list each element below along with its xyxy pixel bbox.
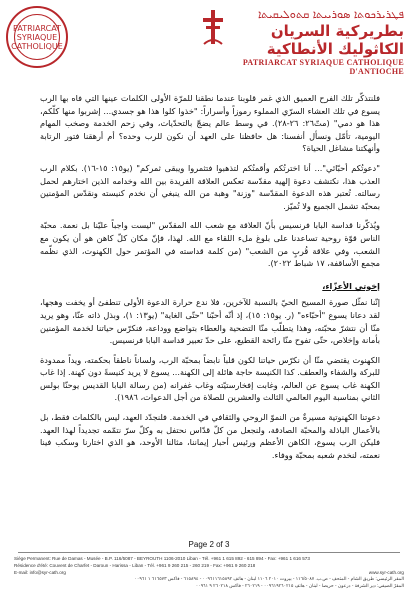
footer-row-5	[14, 583, 404, 590]
footer-row-4	[14, 576, 404, 583]
footer-website[interactable]: www.syr-cath.org	[368, 569, 404, 575]
letter-body	[40, 92, 380, 468]
footer-address-french: Siège Permanent: Rue de Damas - Musée - B.P. 116/5087 - BEYROUTH 1106-2010 Liban - Tél. +961 1 615 892 - 615 894 - Fax: +961 1 616 573	[14, 556, 310, 561]
footer-row-1	[14, 556, 404, 563]
footer-summer-residence-french: Résidence d'été: Couvent de Charfet - Daroun - Harissa - Liban - Tél. +961 9 260 215 - 260 219 - Fax: +961 9 260 218	[14, 562, 256, 568]
title-french: PATRIARCAT SYRIAQUE CATHOLIQUE D'ANTIOCHE	[242, 58, 404, 76]
letter-footer	[14, 556, 404, 590]
footer-email[interactable]: E-mail: info@syr-cath.org	[14, 569, 66, 575]
footer-row-3	[14, 570, 404, 577]
body-paragraph-2: "دعوتُكم أحبّائي"... أنا اخترتُكم وأقمتُكم لتذهبوا فتثمروا ويبقى ثمركم" (يو١٥: ١٥-١٦). بكلام الرب العذب هذا، نكتشف دعوة إلهية مقدّسة تعكس العلاقة الفريدة بين الله وخدامه الذين اختارهم لحمل رسالته. تُعتبر هذه الدعوة المقدّسة "وزنة" وهبة من الله ينبغي أن نخدم كنيسته ونقدّس المؤمنين بمحبّة تشمل الجميع ولا تُميّز.	[40, 162, 380, 211]
title-syriac: ܦܛܪܝܪܟܘܬܐ ܣܘܪܝܝܬܐ ܩܬܘܠܝܩܝܬܐ	[258, 8, 404, 21]
footer-address-arabic: المقر الرئيسي: طريق الشام - المتحف - ص.ب. ١١٦/٥٠٨٧ - بيروت ٢٠١٠ ١١٠٦ لبنان - هاتف ٠٠٩٦١١٦١٥٨٩٢ - ٦١٥٨٩٤ - فاكس ٦١٦٥٧٣ ١ ٠٠٩٦١	[134, 576, 404, 582]
footer-summer-residence-arabic: المقرّ الصيفي: دير الشرفة - درعون - حريصا - لبنان - هاتف ٠٠٩٦١٩٢٦٠٢١٥ - ٢٦٠٢١٩ - فاكس ٢٦٠٢١٨ ٩ ٠٠٩٦١	[195, 583, 404, 589]
body-paragraph-3: ويُذكّرنا قداسة البابا فرنسيس بأنّ العلاقة مع شعب الله المقدّس "ليست واجباً عليّنا بل نعمة. محبّة الناس قوّة روحية تساعدنا على بلوغ ملء اللقاء مع الله. لهذا، فإنّ مكان كلّ كاهن هو أن يكون مع الشعب، وفي علاقة قُربٍ من الشعب" (من كلمة قداسته في المؤتمر حول الكهنوت، الذي نظّمه مجمع الأساقفة، ١٧ شباط ٢٠٢٢).	[40, 220, 380, 269]
page-number: Page 2 of 3	[188, 540, 230, 549]
body-paragraph-6: دعوتنا الكهنوتية مسيرةٌ من النموّ الروحي والثقافي في الخدمة. فلنجدّد العهد، ليس بالكلمات فقط، بل بالأعمال الباذلة والمحبّة الصادقة، ولنجعل من كلّ قدّاس نحتفل به وكلّ سرّ نتمّمه تجديداً لهذا العهد. فليكن الرب يسوع، الكاهن الأعظم ورئيس أحبار إيماننا، مثالنا الأوحد، هو الذي اختارنا وسكب فينا نعمته، لنخدم شعبه بمحبّة ووفاء.	[40, 412, 380, 460]
letterhead	[0, 0, 418, 80]
patriarchate-seal	[6, 6, 68, 68]
body-paragraph-4: إنّنا نمثّل صورة المسيح الحيّ بالنسبة للآخرين، فلا ندع حرارة الدعوة الأولى تنطفئ أو يخفت وهجها، لقد دعانا يسوع "أحبّاءه" (ر. يو١٥: ١٥)، إذ أنّه أحبّنا "حتّى الغاية" (يو١٣: ١)، وبذل ذاته عنّا، وهو يريد منّا أن نتشرّ محبّته، وهذا يتطلّب منّا التضحية والعطاء بتواضع ووداعة، فنكرّس حياتنا لخدمة المؤمنين بأمانة وإخلاص، حتّى تفوح منّا رائحة القطيع، على حدّ تعبير قداسة البابا فرنسيس.	[40, 297, 380, 346]
patriarchate-title	[214, 8, 404, 76]
body-paragraph-5: الكهنوت يقتضي منّا أن نكرّس حياتنا لكون قلباً نابضاً بمحبّة الرب، ولساناً ناطقاً بحكمته، ويداً ممدودة للبركة والشفاء والعطف. كذا الكنيسة حاجة هائلة إلى الكهنة... يسوع لا يريد كنيسةً دون كهنة. إذا غاب الكهنة غاب يسوع عن العالم، وغابت إفخارستيّته وغاب غفرانه (من رسالة البابا القديس يوحنّا بولس الثاني بمناسبة اليوم العالمي الثالث والعشرين للصلاة من أجل الدعوات، ١٩٨٦).	[40, 354, 380, 403]
footer-divider	[18, 552, 400, 553]
seal-inner-ring	[11, 14, 63, 60]
footer-row-2	[14, 563, 404, 570]
title-arabic: بطريركية السريان الكاثوليك الأنطاكية	[266, 22, 404, 58]
section-heading: إخوتي الأعزّاء،	[322, 280, 380, 291]
seal-text: PATRIARCAT SYRIAQUE CATHOLIQUE	[11, 23, 63, 51]
body-paragraph-1: فلنتذكّر تلك الفرح العميق الذي غمر قلوبنا عندما نطقنا للمرّة الأولى الكلمات عينها التي فاه بها الرب يسوع في تلك العشاء السرّي المملوء رموزاً وأسراراً: "خذوا كلوا هذا هو جسدي... إشربوا منها كلّكم، هذا هو دمي" (متّ٢٦: ٢٦-٢٨). في وسط عالم يضجّ بالتحدّيات، وفي زحم الخدمة وصخب المهام اليومية، تأمّل ونسأل أنفسنا: هل حافظنا على العهد أن نكون للرب وحده؟ أم أرهقنا فتور الرتابة وأنهكتنا مشاغل الحياة؟	[40, 93, 380, 154]
